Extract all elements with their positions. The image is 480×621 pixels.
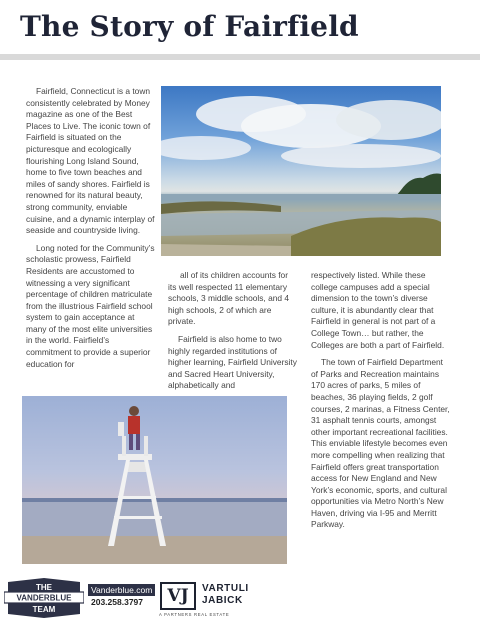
page-title: The Story of Fairfield <box>20 10 359 43</box>
website-link[interactable]: Vanderblue.com <box>88 584 155 596</box>
paragraph: Fairfield is also home to two highly regarded institutions of higher learning, Fairfield University and Sacred Heart University, alphabetically and <box>168 333 297 391</box>
team-logo-line1: THE <box>36 583 52 592</box>
article-column-2 <box>168 270 298 398</box>
brokerage-name-line1: VARTULI <box>202 583 249 594</box>
phone-number: 203.258.3797 <box>91 597 143 607</box>
marsh-photo <box>161 86 441 256</box>
brokerage-logo-mark: VJ <box>160 582 196 610</box>
lifeguard-beach-photo <box>22 396 287 564</box>
paragraph: The town of Fairfield Department of Parks and Recreation maintains 170 acres of parks, 5 miles of beaches, 36 playing fields, 2 golf courses, 2 marinas, a Fitness Center, 31 asphalt tennis courts, amongst other important recreational facilities. This enviable lifestyle becomes even more compelling when realizing that Fairfield offers great transportation access for New England and New York’s economic, sports, and cultural opportunities via Metro North’s New Haven, driving via I-95 and Merritt Parkway. <box>311 357 450 530</box>
paragraph: Long noted for the Community’s scholastic prowess, Fairfield Residents are accustomed to witnessing a very significant percentage of children matriculate from the illustrious Fairfield school system to gain acceptance at many of the most elite universities in the world. Fairfield’s commitment to provide a superior education for <box>26 242 155 369</box>
footer <box>0 576 480 621</box>
paragraph: Fairfield, Connecticut is a town consistently celebrated by Money magazine as one of the Best Places to Live. The iconic town of Fairfield is situated on the picturesque and ecologically flourishing Long Island Sound, home to five town beaches and miles of sandy shores. Fairfield is renowned for its natural beauty, strong community, enviable cuisine, and a dynamic interplay of seaside and countryside living. <box>26 86 155 236</box>
team-logo-line2: VANDERBLUE <box>16 593 72 603</box>
team-logo-line3: TEAM <box>32 605 56 614</box>
brokerage-name <box>202 583 249 607</box>
brokerage-tagline: A PARTNERS REAL ESTATE <box>159 612 230 617</box>
article-column-1 <box>26 86 156 376</box>
paragraph: all of its children accounts for its well respected 11 elementary schools, 3 middle schools, and 4 high schools, 2 of which are private. <box>168 270 290 327</box>
article-column-3 <box>311 270 451 537</box>
vanderblue-team-logo <box>4 578 84 618</box>
brokerage-name-line2: JABICK <box>202 595 243 606</box>
title-divider <box>0 54 480 60</box>
contact-info <box>88 584 155 608</box>
paragraph: respectively listed. While these college campuses add a special dimension to the town’s diverse culture, it is abundantly clear that Fairfield in general is not part of a College Town… but rather, the Colleges are both a part of Fairfield. <box>311 270 445 350</box>
